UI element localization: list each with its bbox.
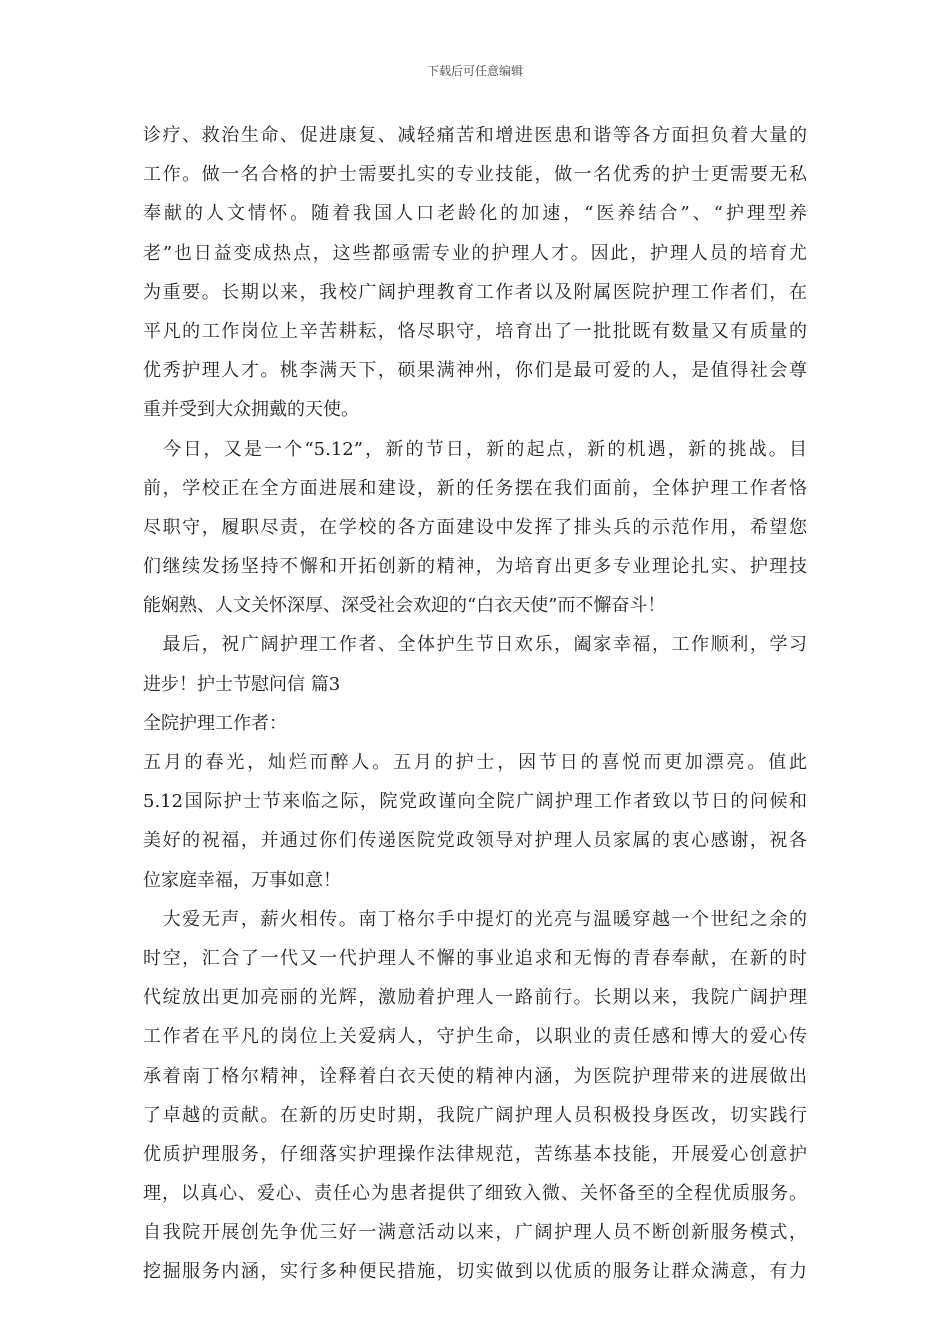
text-line: 尽职守，履职尽责，在学校的各方面建设中发挥了排头兵的示范作用，希望您 [143,516,807,538]
text-line: 自我院开展创先争优三好一满意活动以来，广阔护理人员不断创新服务模式， [143,1222,807,1244]
text-line: 时空，汇合了一代又一代护理人不懈的事业追求和无悔的青春奉献，在新的时 [143,947,807,969]
text-line: 位家庭幸福，万事如意！ [143,869,341,891]
document-body [143,116,807,1292]
text-line: 前，学校正在全方面进展和建设，新的任务摆在我们面前，全体护理工作者恪 [143,477,807,499]
text-line: 工作者在平凡的岗位上关爱病人，守护生命，以职业的责任感和博大的爱心传 [143,1026,807,1048]
text-line: 优秀护理人才。桃李满天下，硕果满神州，你们是最可爱的人，是值得社会尊 [143,360,807,382]
text-line: 们继续发扬坚持不懈和开拓创新的精神，为培育出更多专业理论扎实、护理技 [143,556,807,578]
text-line: 最后，祝广阔护理工作者、全体护生节日欢乐，阖家幸福，工作顺利，学习 [143,634,807,656]
text-line: 大爱无声，薪火相传。南丁格尔手中提灯的光亮与温暖穿越一个世纪之余的 [143,908,807,930]
text-line: 奉献的人文情怀。随着我国人口老龄化的加速，“医养结合”、“护理型养 [143,203,807,225]
text-line: 工作。做一名合格的护士需要扎实的专业技能，做一名优秀的护士更需要无私 [143,164,807,186]
text-line: 重并受到大众拥戴的天使。 [143,399,359,421]
text-line: 诊疗、救治生命、促进康复、减轻痛苦和增进医患和谐等各方面担负着大量的 [143,125,807,146]
text-line: 为重要。长期以来，我校广阔护理教育工作者以及附属医院护理工作者们，在 [143,281,807,303]
text-line: 进步！护士节慰问信 篇3 [143,673,341,695]
text-line: 理，以真心、爱心、责任心为患者提供了细致入微、关怀备至的全程优质服务。 [143,1183,807,1205]
page-header: 下载后可任意编辑 [426,64,523,78]
text-line: 挖掘服务内涵，实行多种便民措施，切实做到以优质的服务让群众满意，有力 [143,1261,807,1283]
text-line: 今日，又是一个“5.12”，新的节日，新的起点，新的机遇，新的挑战。目 [143,438,807,460]
text-line: 能娴熟、人文关怀深厚、深受社会欢迎的“白衣天使”而不懈奋斗！ [143,595,666,617]
text-line: 五月的春光，灿烂而醉人。五月的护士，因节日的喜悦而更加漂亮。值此 [143,752,807,773]
text-line: 5.12国际护士节来临之际，院党政谨向全院广阔护理工作者致以节日的问候和 [143,791,807,813]
text-line: 全院护理工作者： [143,712,287,734]
text-line: 承着南丁格尔精神，诠释着白衣天使的精神内涵，为医院护理带来的进展做出 [143,1065,807,1087]
text-line: 平凡的工作岗位上辛苦耕耘，恪尽职守，培育出了一批批既有数量又有质量的 [143,320,807,342]
text-line: 代绽放出更加亮丽的光辉，激励着护理人一路前行。长期以来，我院广阔护理 [143,987,807,1009]
text-line: 优质护理服务，仔细落实护理操作法律规范，苦练基本技能，开展爱心创意护 [143,1143,807,1165]
text-line: 老”也日益变成热点，这些都亟需专业的护理人才。因此，护理人员的培育尤 [143,242,807,264]
text-line: 了卓越的贡献。在新的历史时期，我院广阔护理人员积极投身医改，切实践行 [143,1104,807,1126]
text-line: 美好的祝福，并通过你们传递医院党政领导对护理人员家属的衷心感谢，祝各 [143,830,807,852]
